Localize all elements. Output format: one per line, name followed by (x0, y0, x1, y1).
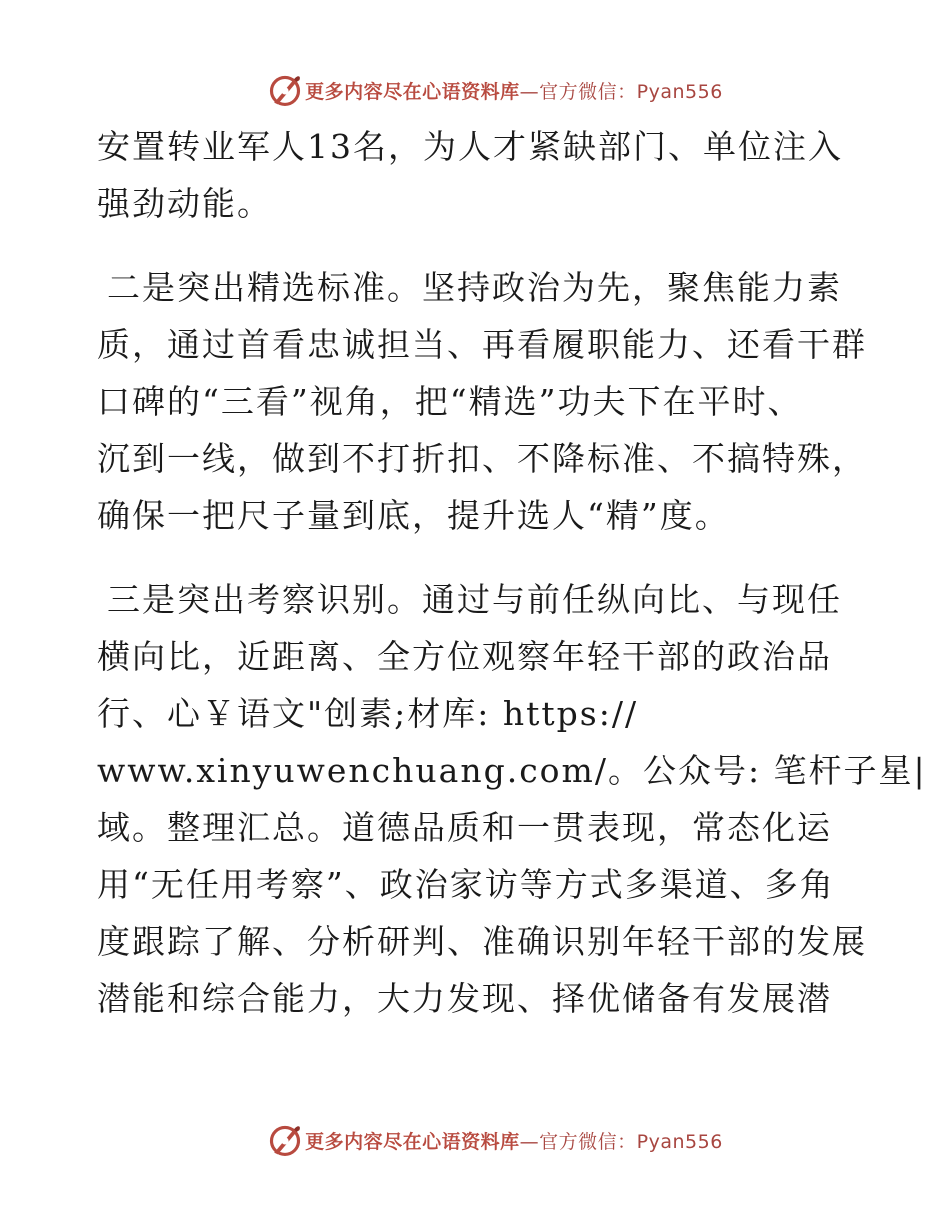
text-line: 行、心￥语文"创素;材库: https:// (97, 694, 639, 733)
quill-pen-logo-icon (267, 72, 303, 108)
document-body (97, 118, 927, 1027)
text-line: 三是突出考察识别。通过与前任纵向比、与现任 (107, 580, 842, 619)
text-line: www.xinyuwenchuang.com/。公众号: 笔杆子星| (97, 751, 927, 790)
paragraph-3 (97, 571, 857, 628)
text-line: 横向比，近距离、全方位观察年轻干部的政治品 (97, 637, 832, 676)
header-banner-text (305, 77, 723, 104)
text-line: 域。整理汇总。道德品质和一贯表现，常态化运 (97, 808, 832, 847)
text-line: 质，通过首看忠诚担当、再看履职能力、还看干群 (97, 325, 867, 364)
quill-pen-logo-icon (267, 1122, 303, 1158)
text-line: 度跟踪了解、分析研判、准确识别年轻干部的发展 (97, 922, 867, 961)
header-banner-content (267, 72, 723, 108)
text-line: 确保一把尺子量到底，提升选人“精”度。 (97, 496, 730, 535)
text-line: 沉到一线，做到不打折扣、不降标准、不搞特殊， (97, 439, 867, 478)
header-banner (0, 70, 950, 110)
footer-banner-text (305, 1127, 723, 1154)
text-line: 强劲动能。 (97, 184, 272, 223)
text-line: 口碑的“三看”视角，把“精选”功夫下在平时、 (97, 382, 803, 421)
footer-banner-content (267, 1122, 723, 1158)
text-line: 潜能和综合能力，大力发现、择优储备有发展潜 (97, 979, 832, 1018)
paragraph-3-continued (97, 628, 927, 1027)
paragraph-gap (97, 232, 857, 259)
text-line: 安置转业军人13名，为人才紧缺部门、单位注入 (97, 127, 843, 166)
paragraph-1 (97, 118, 857, 232)
footer-banner (0, 1120, 950, 1160)
header-banner-lead: 更多内容尽在心语资料库 (305, 80, 520, 103)
text-line: 二是突出精选标准。坚持政治为先，聚焦能力素 (107, 268, 842, 307)
paragraph-2-continued (97, 316, 867, 544)
header-banner-rest: —官方微信：Pyan556 (519, 80, 723, 103)
footer-banner-lead: 更多内容尽在心语资料库 (305, 1130, 520, 1153)
paragraph-gap (97, 544, 857, 571)
text-line: 用“无任用考察”、政治家访等方式多渠道、多角 (97, 865, 835, 904)
footer-banner-rest: —官方微信：Pyan556 (519, 1130, 723, 1153)
paragraph-2 (97, 259, 857, 316)
